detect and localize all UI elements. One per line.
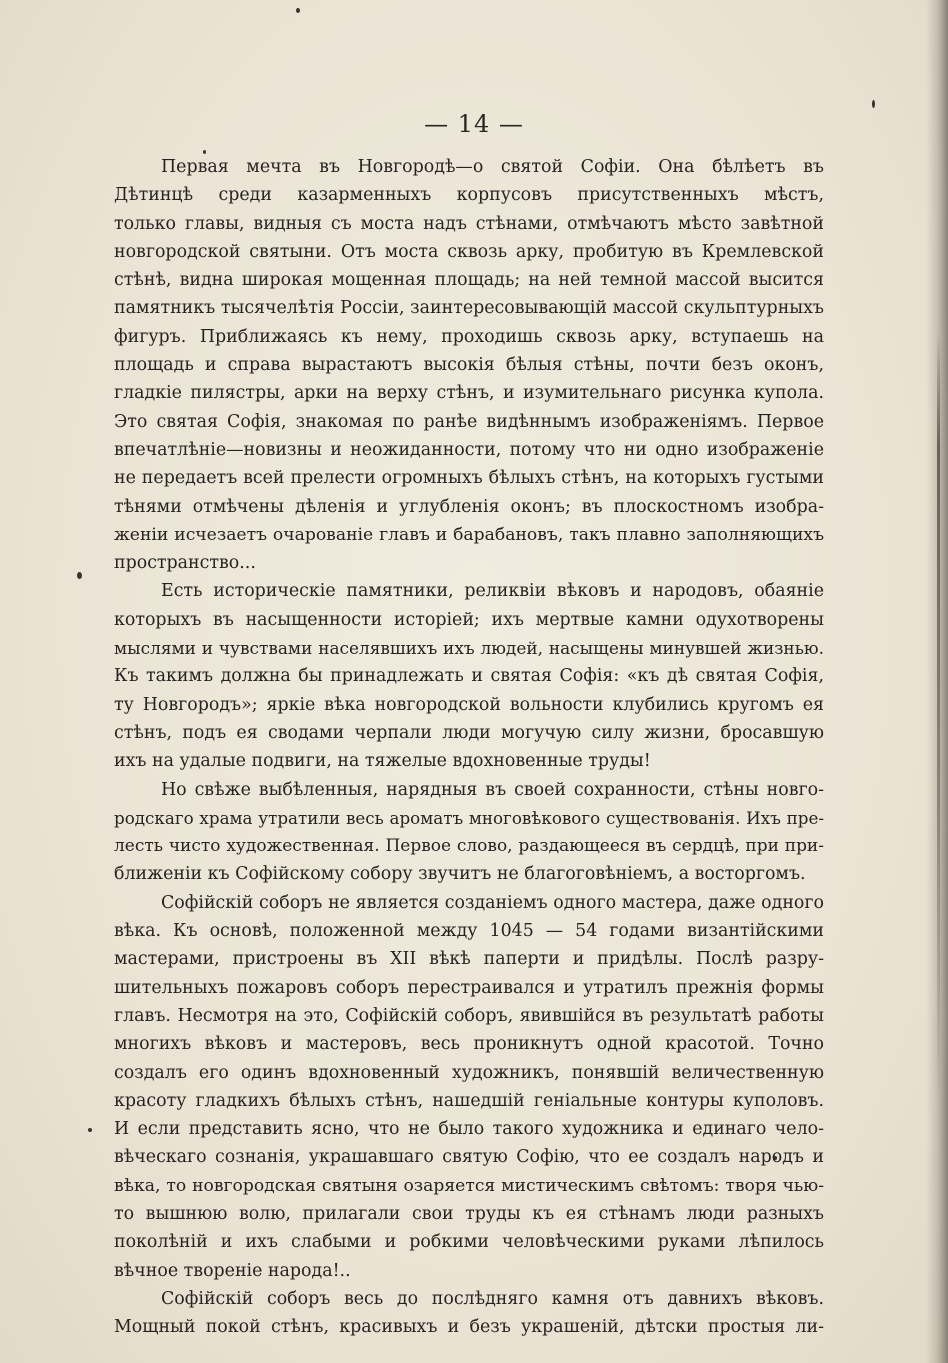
page-number: — 14 —: [424, 110, 524, 138]
text-line: И если представить ясно, что не было такого художника и единаго чело-: [114, 1119, 824, 1140]
text-line: ихъ на удалые подвиги, на тяжелые вдохновенные труды!: [114, 751, 651, 772]
binding-edge-line: [937, 330, 940, 1110]
ink-speck: [77, 572, 82, 579]
text-line: лесть чисто художественная. Первое слово, раздающееся въ сердцѣ, при при-: [114, 836, 824, 857]
text-line: новгородской святыни. Отъ моста сквозь арку, пробитую въ Кремлевской: [114, 241, 824, 262]
text-line: не передаетъ всей прелести огромныхъ бѣлыхъ стѣнъ, на которыхъ густыми: [114, 468, 824, 489]
text-line: Дѣтинцѣ среди казарменныхъ корпусовъ присутственныхъ мѣстъ,: [114, 185, 824, 206]
text-line: Софійскій соборъ не является созданіемъ одного мастера, даже одного: [161, 892, 824, 913]
text-line: красоту гладкихъ бѣлыхъ стѣнъ, нашедшій геніальные контуры куполовъ.: [114, 1090, 824, 1111]
text-line: тѣнями отмѣчены дѣленія и углубленія оконъ; въ плоскостномъ изобра-: [114, 496, 824, 517]
ink-speck: [296, 8, 300, 13]
text-line: родскаго храма утратили весь ароматъ многовѣкового существованія. Ихъ пре-: [114, 807, 824, 828]
text-line: поколѣній и ихъ слабыми и робкими человѣческими руками лѣпилось: [114, 1232, 824, 1253]
text-line: вѣка. Къ основѣ, положенной между 1045 — 54 годами византійскими: [114, 921, 824, 942]
text-line: создалъ его одинъ вдохновенный художникъ, понявшій величественную: [114, 1062, 824, 1083]
text-line: вѣчное твореніе народа!..: [114, 1260, 351, 1281]
text-line: впечатлѣніе—новизны и неожиданности, потому что ни одно изображеніе: [114, 439, 824, 460]
ink-speck: [872, 100, 875, 108]
text-line: многихъ вѣковъ и мастеровъ, весь проникнутъ одной красотой. Точно: [114, 1034, 824, 1055]
text-line: вѣческаго сознанія, украшавшаго святую Софію, что ее создалъ народъ и: [114, 1147, 824, 1168]
text-line: стѣнѣ, видна широкая мощенная площадь; на ней темной массой высится: [114, 270, 824, 291]
text-line: Къ такимъ должна бы принадлежать и святая Софія: «къ дѣ святая Софія,: [114, 666, 824, 687]
text-line: мастерами, пристроены въ XII вѣкѣ паперти и придѣлы. Послѣ разру-: [114, 949, 824, 970]
text-line: фигуръ. Приближаясь къ нему, проходишь сквозь арку, вступаешь на: [114, 326, 824, 347]
text-line: Но свѣже выбѣленныя, нарядныя въ своей сохранности, стѣны новго-: [161, 779, 824, 800]
text-line: только главы, видныя съ моста надъ стѣнами, отмѣчаютъ мѣсто завѣтной: [114, 213, 824, 234]
text-line: гладкіе пилястры, арки на верху стѣнъ, и изумительнаго рисунка купола.: [114, 383, 824, 404]
text-line: Первая мечта въ Новгородѣ—о святой Софіи. Она бѣлѣетъ въ: [161, 157, 824, 177]
text-line: мыслями и чувствами населявшихъ ихъ людей, насыщены минувшей жизнью.: [114, 638, 824, 659]
text-line: пространство...: [114, 553, 256, 574]
text-line: памятникъ тысячелѣтія Россіи, заинтересовывающій массой скульптурныхъ: [114, 298, 824, 319]
text-line: которыхъ въ насыщенности исторіей; ихъ мертвые камни одухотворены: [114, 609, 824, 630]
text-line: Софійскій соборъ весь до послѣдняго камня отъ давнихъ вѣковъ.: [161, 1288, 824, 1309]
text-line: Мощный покой стѣнъ, красивыхъ и безъ украшеній, дѣтски простыя ли-: [114, 1317, 824, 1338]
text-line: площадь и справа вырастаютъ высокія бѣлыя стѣны, почти безъ оконъ,: [114, 355, 824, 376]
body-text: [114, 153, 824, 1341]
text-line: ближеніи къ Софійскому собору звучитъ не благоговѣніемъ, а восторгомъ.: [114, 864, 806, 885]
ink-speck: [88, 1128, 92, 1132]
text-line: Есть историческіе памятники, реликвіи вѣковъ и народовъ, обаяніе: [161, 581, 824, 602]
text-line: женіи исчезаетъ очарованіе главъ и барабановъ, такъ плавно заполняющихъ: [114, 524, 824, 545]
text-line: шительныхъ пожаровъ соборъ перестраивался и утратилъ прежнія формы: [114, 977, 824, 998]
text-line: Это святая Софія, знакомая по ранѣе видѣннымъ изображеніямъ. Первое: [114, 411, 824, 432]
text-line: ту Новгородъ»; яркіе вѣка новгородской вольности клубились кругомъ ея: [114, 694, 824, 715]
text-line: то вышнюю волю, прилагали свои труды къ ея стѣнамъ люди разныхъ: [114, 1203, 824, 1224]
text-line: вѣка, то новгородская святыня озаряется мистическимъ свѣтомъ: творя чью-: [114, 1175, 824, 1196]
text-line: стѣнъ, подъ ея сводами черпали люди могучую силу жизни, бросавшую: [114, 722, 824, 743]
text-line: главъ. Несмотря на это, Софійскій соборъ, явившійся въ результатѣ работы: [114, 1005, 824, 1026]
